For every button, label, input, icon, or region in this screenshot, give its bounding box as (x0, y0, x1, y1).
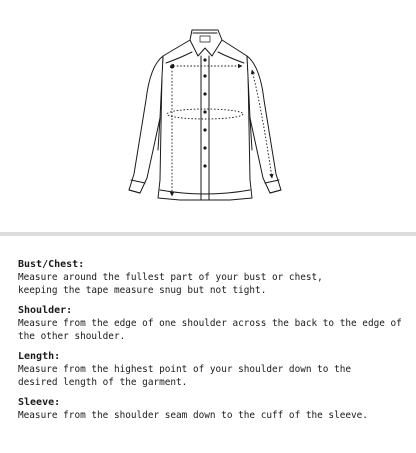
size-guide (18, 258, 408, 430)
size-guide-description: Measure from the edge of one shoulder across the back to the edge of the other shoulder. (18, 318, 402, 342)
size-guide-item-sleeve (18, 396, 408, 423)
size-guide-description: Measure around the fullest part of your bust or chest, keeping the tape measure snug but not tight. (18, 272, 323, 296)
shirt-right-sleeve (247, 56, 281, 193)
size-guide-description: Measure from the highest point of your shoulder down to the desired length of the garment. (18, 364, 352, 388)
shirt-left-sleeve (129, 56, 163, 193)
size-guide-item-length (18, 350, 408, 389)
size-guide-term: Length: (18, 351, 61, 362)
size-guide-item-bust (18, 258, 408, 297)
section-divider (0, 232, 416, 236)
size-guide-term: Sleeve: (18, 397, 61, 408)
size-guide-description: Measure from the shoulder seam down to the cuff of the sleeve. (18, 410, 368, 421)
size-guide-item-shoulder (18, 304, 408, 343)
size-guide-term: Bust/Chest: (18, 259, 85, 270)
size-guide-term: Shoulder: (18, 305, 73, 316)
